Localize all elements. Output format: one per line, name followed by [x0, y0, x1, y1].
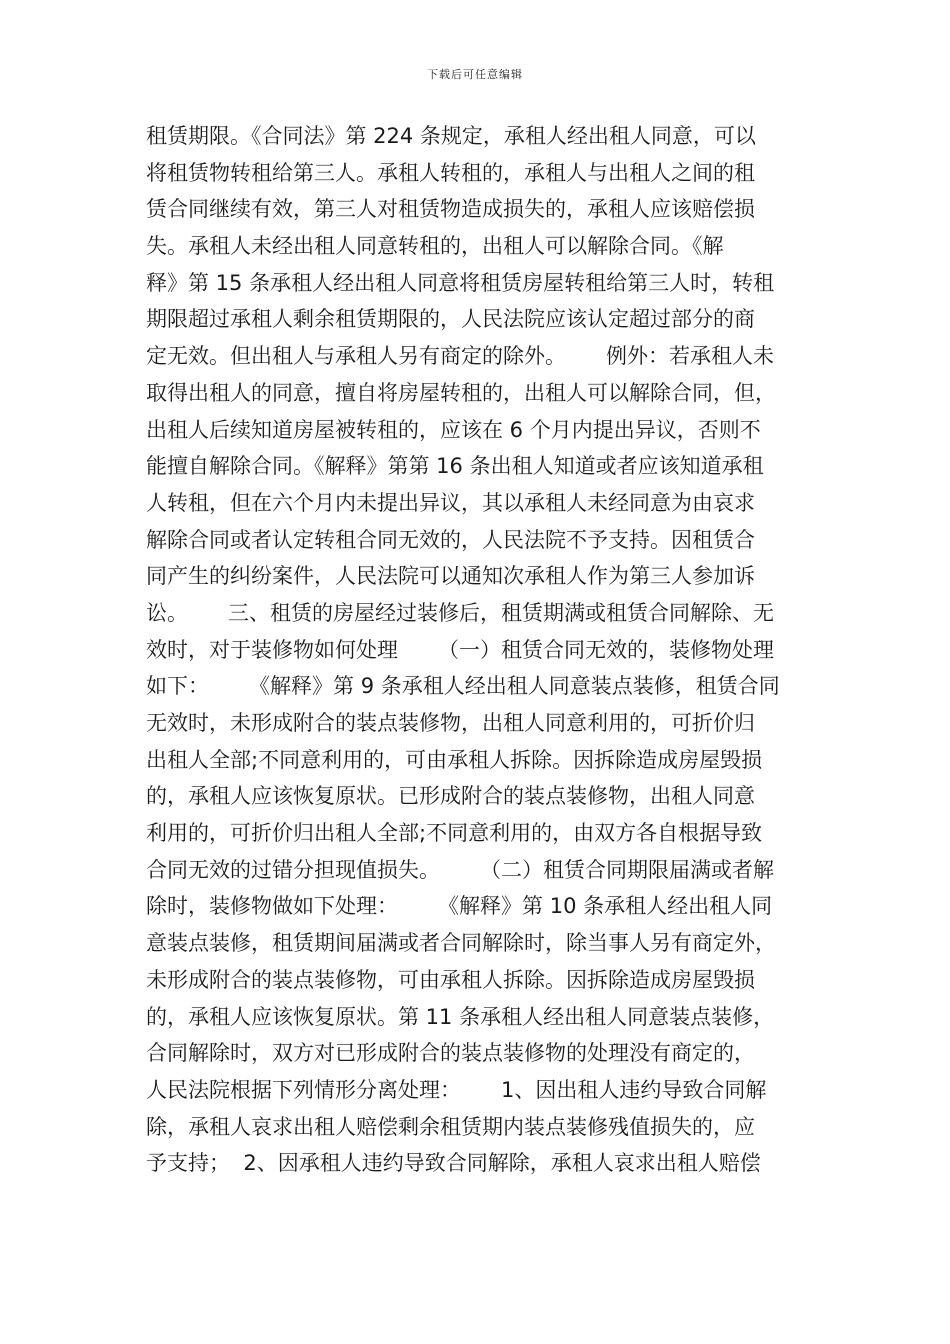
text-line: 释》第 15 条承租人经出租人同意将租赁房屋转租给第三人时，转租	[146, 270, 775, 295]
text-line: 失。承租人未经出租人同意转租的，出租人可以解除合同。《解	[146, 234, 724, 259]
text-line: 能擅自解除合同。《解释》第第 16 条出租人知道或者应该知道承租	[146, 454, 764, 479]
text-line: 期限超过承租人剩余租赁期限的，人民法院应该认定超过部分的商	[146, 307, 755, 332]
text-line: 无效时，未形成附合的装点装修物，出租人同意利用的，可折价归	[146, 711, 755, 735]
text-line: 租赁期限。《合同法》第 224 条规定，承租人经出租人同意，可以	[146, 124, 756, 148]
text-line: 未形成附合的装点装修物，可由承租人拆除。因拆除造成房屋毁损	[146, 967, 755, 992]
text-line: 除，承租人哀求出租人赔偿剩余租赁期内装点装修残值损失的，应	[146, 1114, 755, 1139]
text-line: 予支持； 2、因承租人违约导致合同解除，承租人哀求出租人赔偿	[146, 1151, 761, 1176]
text-line: 效时，对于装修物如何处理 （一）租赁合同无效的，装修物处理	[146, 637, 775, 662]
text-line: 赁合同继续有效，第三人对租赁物造成损失的，承租人应该赔偿损	[146, 197, 755, 222]
text-line: 意装点装修，租赁期间届满或者合同解除时，除当事人另有商定外，	[146, 931, 776, 956]
text-line: 除时，装修物做如下处理： 《解释》第 10 条承租人经出租人同	[146, 894, 773, 919]
text-line: 讼。 三、租赁的房屋经过装修后，租赁期满或租赁合同解除、无	[146, 600, 775, 625]
text-line: 人民法院根据下列情形分离处理： 1、因出租人违约导致合同解	[146, 1077, 767, 1102]
text-line: 如下： 《解释》第 9 条承租人经出租人同意装点装修，租赁合同	[146, 674, 780, 699]
text-line: 的，承租人应该恢复原状。第 11 条承租人经出租人同意装点装修，	[146, 1004, 775, 1029]
page-header: 下载后可任意编辑	[427, 68, 523, 81]
text-line: 的，承租人应该恢复原状。已形成附合的装点装修物，出租人同意	[146, 784, 755, 809]
text-line: 合同无效的过错分担现值损失。 （二）租赁合同期限届满或者解	[146, 857, 775, 882]
text-line: 利用的，可折价归出租人全部;不同意利用的，由双方各自根据导致	[146, 821, 763, 846]
text-line: 将租赁物转租给第三人。承租人转租的，承租人与出租人之间的租	[146, 160, 755, 185]
text-line: 出租人全部;不同意利用的，可由承租人拆除。因拆除造成房屋毁损	[146, 747, 763, 772]
body-text	[146, 118, 816, 1182]
text-line: 合同解除时，双方对已形成附合的装点装修物的处理没有商定的，	[146, 1041, 755, 1066]
text-line: 取得出租人的同意，擅自将房屋转租的，出租人可以解除合同，但，	[146, 380, 776, 405]
text-line: 人转租，但在六个月内未提出异议，其以承租人未经同意为由哀求	[146, 490, 755, 515]
text-line: 定无效。但出租人与承租人另有商定的除外。 例外：若承租人未	[146, 344, 775, 369]
text-line: 同产生的纠纷案件，人民法院可以通知次承租人作为第三人参加诉	[146, 564, 755, 589]
text-line: 解除合同或者认定转租合同无效的，人民法院不予支持。因租赁合	[146, 527, 755, 552]
text-line: 出租人后续知道房屋被转租的，应该在 6 个月内提出异议，否则不	[146, 417, 761, 442]
